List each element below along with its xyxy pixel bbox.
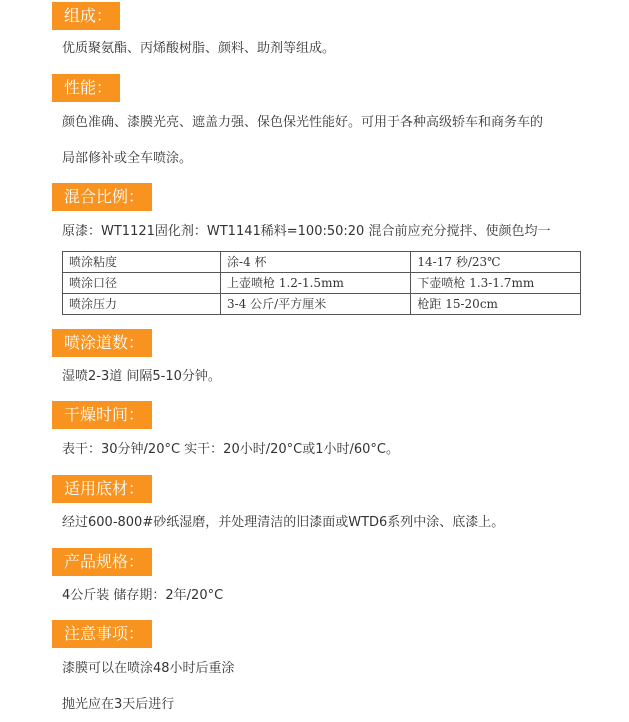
table-row	[63, 294, 581, 315]
table-cell: 喷涂粘度	[63, 252, 221, 273]
drying-text: 表干：30分钟/20°C 实干：20小时/20°C或1小时/60°C。	[62, 442, 399, 457]
section-heading-drying: 干燥时间：	[52, 401, 152, 429]
table-cell: 喷涂压力	[63, 294, 221, 315]
table-cell: 枪距 15-20cm	[411, 294, 581, 315]
spec-text: 4公斤装 储存期：2年/20°C	[62, 588, 224, 603]
table-cell: 3-4 公斤/平方厘米	[221, 294, 411, 315]
table-cell: 14-17 秒/23℃	[411, 252, 581, 273]
notes-text-line1: 漆膜可以在喷涂48小时后重涂	[62, 661, 235, 676]
table-row	[63, 252, 581, 273]
table-row	[63, 273, 581, 294]
table-cell: 下壶喷枪 1.3-1.7mm	[411, 273, 581, 294]
section-heading-notes: 注意事项：	[52, 620, 152, 648]
table-cell: 涂-4 杯	[221, 252, 411, 273]
section-heading-performance: 性能：	[52, 74, 120, 102]
section-heading-coats: 喷涂道数：	[52, 329, 152, 357]
table-cell: 上壶喷枪 1.2-1.5mm	[221, 273, 411, 294]
composition-text: 优质聚氨酯、丙烯酸树脂、颜料、助剂等组成。	[62, 41, 336, 56]
spray-parameters-table	[62, 251, 581, 315]
performance-text-line1: 颜色准确、漆膜光亮、遮盖力强、保色保光性能好。可用于各种高级轿车和商务车的	[62, 115, 544, 130]
section-heading-spec: 产品规格：	[52, 548, 152, 576]
substrate-text: 经过600-800#砂纸湿磨，并处理清洁的旧漆面或WTD6系列中涂、底漆上。	[62, 515, 505, 530]
notes-text-line2: 抛光应在3天后进行	[62, 697, 175, 712]
performance-text-line2: 局部修补或全车喷涂。	[62, 151, 193, 166]
section-heading-substrate: 适用底材：	[52, 475, 152, 503]
coats-text: 湿喷2-3道 间隔5-10分钟。	[62, 369, 221, 384]
table-cell: 喷涂口径	[63, 273, 221, 294]
section-heading-composition: 组成：	[52, 2, 120, 30]
mix-ratio-text: 原漆：WT1121固化剂：WT1141稀料=100:50:20 混合前应充分搅拌、使颜色均一	[62, 224, 551, 239]
section-heading-mix-ratio: 混合比例：	[52, 183, 152, 211]
